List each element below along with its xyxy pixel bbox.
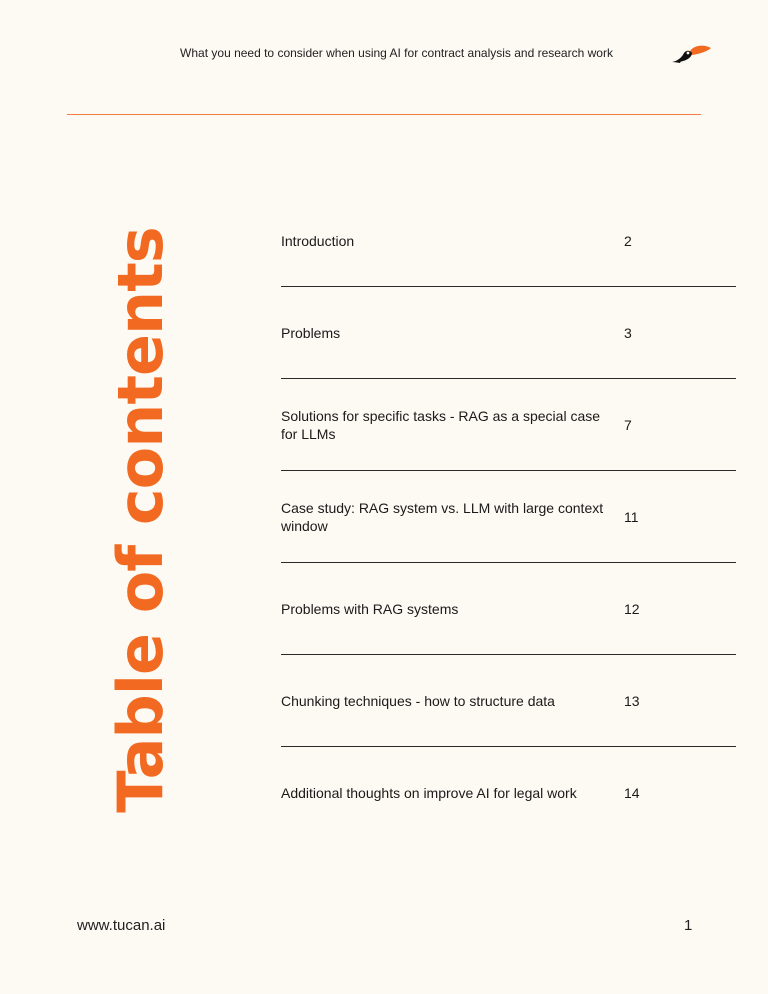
toc-entry-page: 3 [624, 324, 632, 341]
toc-entry-problems[interactable] [281, 287, 736, 379]
toc-entry-title: Problems with RAG systems [281, 600, 459, 617]
toc-entry-title: Case study: RAG system vs. LLM with large context window [281, 499, 604, 534]
toc-entry-case-study[interactable] [281, 471, 736, 563]
toc-entry-rag-problems[interactable] [281, 563, 736, 655]
toc-entry-page: 13 [624, 692, 640, 709]
toc-entry-page: 12 [624, 600, 640, 617]
page-title: Table of contents [104, 227, 177, 813]
toc-entry-page: 14 [624, 784, 640, 801]
toc-entry-additional-thoughts[interactable] [281, 747, 736, 838]
toc-entry-introduction[interactable] [281, 195, 736, 287]
toc-entry-title: Additional thoughts on improve AI for legal work [281, 784, 577, 801]
table-of-contents [281, 195, 736, 838]
toc-entry-page: 11 [624, 508, 639, 525]
toc-entry-title: Problems [281, 324, 341, 341]
toc-entry-title: Solutions for specific tasks - RAG as a special case for LLMs [281, 407, 601, 442]
toc-entry-title: Introduction [281, 232, 355, 249]
footer-url[interactable]: www.tucan.ai [77, 917, 166, 934]
header-subtitle: What you need to consider when using AI for contract analysis and research work [180, 46, 613, 60]
toucan-logo-icon [670, 42, 712, 66]
header-divider [67, 114, 701, 115]
toc-entry-title: Chunking techniques - how to structure data [281, 692, 555, 709]
toc-entry-solutions[interactable] [281, 379, 736, 471]
toc-entry-page: 7 [624, 416, 632, 433]
toc-entry-page: 2 [624, 232, 632, 249]
toc-entry-chunking[interactable] [281, 655, 736, 747]
page-number: 1 [684, 917, 693, 934]
